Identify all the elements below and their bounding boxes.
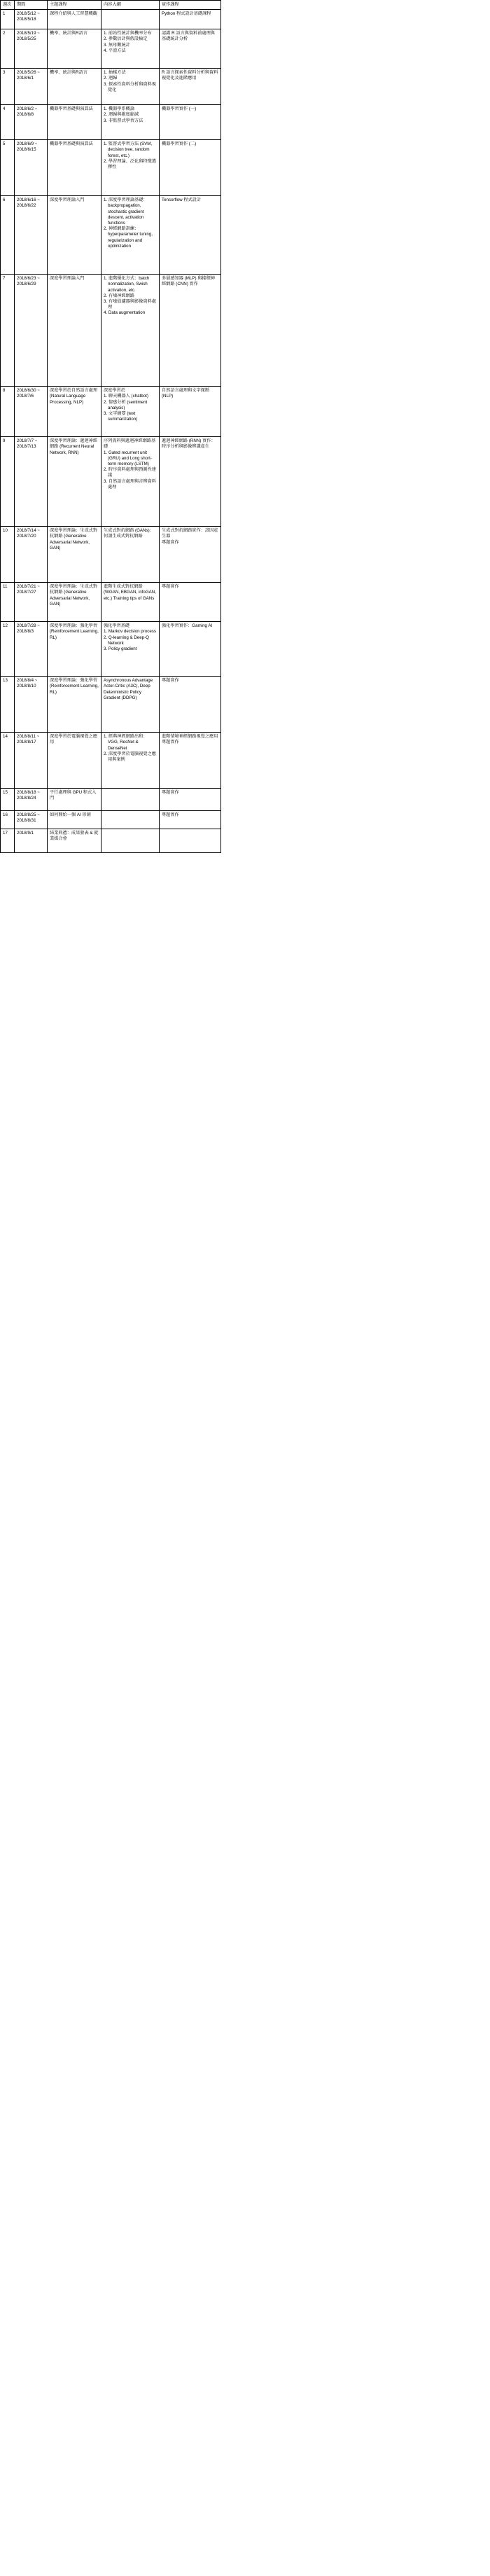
cell-date: 2018/6/16 ~ 2018/6/22 xyxy=(15,196,48,275)
cell-topic: 深度學習理論：生成式對抗網路 (Generative Adversarial Network, GAN) xyxy=(48,583,102,622)
cell-topic: 深度學習理論：生成式對抗網路 (Generative Adversarial Network, GAN) xyxy=(48,527,102,583)
outline-line: 2. Q-learning & Deep-Q Network xyxy=(104,635,149,646)
cell-topic: 課程介紹與人工智慧概觀 xyxy=(48,10,102,29)
table-row xyxy=(1,140,221,196)
outline-line: 2. 情感分析 (sentiment analysis) xyxy=(104,399,148,410)
cell-practice xyxy=(160,789,221,811)
cell-practice xyxy=(160,69,221,105)
cell-date: 2018/8/18 ~ 2018/8/24 xyxy=(15,789,48,811)
cell-date: 2018/5/19 ~ 2018/5/25 xyxy=(15,29,48,69)
cell-outline xyxy=(102,733,160,789)
outline-line: 1. 聊天機器人 (chatbot) xyxy=(104,394,148,399)
cell-date: 2018/9/1 xyxy=(15,829,48,853)
practice-line: 專題實作 xyxy=(162,678,179,684)
cell-date: 2018/6/23 ~ 2018/6/29 xyxy=(15,275,48,387)
cell-week: 7 xyxy=(1,275,15,387)
practice-line: 專題實作 xyxy=(162,790,179,796)
cell-topic: 深度學習理論：強化學習 (Reinforcement Learning, RL) xyxy=(48,677,102,733)
cell-date: 2018/5/12 ~ 2018/5/18 xyxy=(15,10,48,29)
cell-topic: 深度學習於自然語言處理 (Natural Language Processing, NLP) xyxy=(48,387,102,437)
outline-line: 3. 無母數統計 xyxy=(104,42,130,48)
cell-outline xyxy=(102,69,160,105)
cell-outline xyxy=(102,811,160,829)
outline-line: 1. 深度學習理論基礎：backpropagation, stochastic gradient descent, activation functions xyxy=(104,198,148,226)
table-row xyxy=(1,437,221,527)
outline-line: 2. 神經網路訓練：hyperparameter tuning, regularization and optimization xyxy=(104,226,153,249)
outline-line: Asynchronous Advantage Actor-Critic (A3C), Deep Deterministic Policy Gradient (DDPG) xyxy=(104,678,153,700)
cell-outline xyxy=(102,437,160,527)
cell-date: 2018/5/26 ~ 2018/6/1 xyxy=(15,69,48,105)
practice-line: Python 程式設計基礎課程 xyxy=(162,11,211,17)
cell-practice xyxy=(160,387,221,437)
cell-topic: 機器學習基礎與演算法 xyxy=(48,140,102,196)
cell-week: 2 xyxy=(1,29,15,69)
cell-practice xyxy=(160,140,221,196)
cell-topic: 深度學習理論入門 xyxy=(48,275,102,387)
column-header-outline: 內容大綱 xyxy=(102,1,160,10)
practice-line: 自然語言處理與文字探勘 (NLP) xyxy=(162,388,210,399)
practice-line: R 語言探索性資料分析與資料視覺化及進階應用 xyxy=(162,70,218,81)
cell-practice xyxy=(160,196,221,275)
outline-line: 強化學習基礎 xyxy=(104,623,130,629)
outline-line: 1. 機器學系概論 xyxy=(104,106,135,112)
outline-line: 1. 抽樣方法 xyxy=(104,70,126,76)
cell-outline xyxy=(102,622,160,677)
outline-line: 3. Policy gradient xyxy=(104,646,137,651)
practice-line: 專題實作 xyxy=(162,812,179,818)
outline-line: 2. 迴歸 xyxy=(104,76,118,81)
outline-line: 1. 監督式學習方法 (SVM, decision tree, random forest, etc.) xyxy=(104,141,153,158)
column-header-topic: 主題課程 xyxy=(48,1,102,10)
cell-practice xyxy=(160,622,221,677)
cell-outline xyxy=(102,677,160,733)
cell-practice xyxy=(160,29,221,69)
cell-date: 2018/7/21 ~ 2018/7/27 xyxy=(15,583,48,622)
cell-practice xyxy=(160,677,221,733)
outline-line: 1. 前站性統計與機率分布 xyxy=(104,31,152,36)
table-row xyxy=(1,811,221,829)
cell-week: 6 xyxy=(1,196,15,275)
table-row xyxy=(1,387,221,437)
cell-week: 13 xyxy=(1,677,15,733)
cell-week: 3 xyxy=(1,69,15,105)
practice-line: 機器學習實作 (二) xyxy=(162,141,197,147)
outline-line: 進階生成式對抗網路 (WGAN, EBGAN, infoGAN, etc.) Training tips of GANs xyxy=(104,584,156,601)
cell-practice xyxy=(160,275,221,387)
table-row xyxy=(1,69,221,105)
outline-line: 1. Gated recurrent unit (GRU) and Long short-term memory (LSTM) xyxy=(104,450,152,466)
table-row xyxy=(1,196,221,275)
cell-outline xyxy=(102,10,160,29)
outline-line: 1. 經典神經網路出和：VGG, ResNet & DenseNet xyxy=(104,734,148,751)
cell-week: 5 xyxy=(1,140,15,196)
cell-outline xyxy=(102,105,160,140)
outline-line: 4. Data augmentation xyxy=(104,310,146,316)
cell-outline xyxy=(102,527,160,583)
table-row xyxy=(1,733,221,789)
cell-topic: 結業典禮：成果發表 & 就業媒合會 xyxy=(48,829,102,853)
cell-date: 2018/8/11 ~ 2018/8/17 xyxy=(15,733,48,789)
table-row xyxy=(1,829,221,853)
practice-line: 遞迴神經網路 (RNN) 實作：時序分析與影像辨識產生 xyxy=(162,438,216,450)
cell-topic: 機器學習基礎與演算法 xyxy=(48,105,102,140)
cell-date: 2018/6/30 ~ 2018/7/6 xyxy=(15,387,48,437)
outline-line: 深度學習於 xyxy=(104,388,125,394)
practice-line: 多層感知器 (MLP) 與捲積神經網路 (CNN) 實作 xyxy=(162,276,215,287)
cell-practice xyxy=(160,10,221,29)
cell-practice xyxy=(160,583,221,622)
cell-outline xyxy=(102,140,160,196)
cell-topic: 平行處理與 GPU 程式入門 xyxy=(48,789,102,811)
cell-practice xyxy=(160,105,221,140)
cell-outline xyxy=(102,29,160,69)
outline-line: 3. 探索性資料分析與資料視覺化 xyxy=(104,81,156,92)
practice-line: 認識 R 語言與資料前處理與基礎統計分析 xyxy=(162,31,215,42)
cell-topic: 深度學習理論：遞迴神經網路 (Recurrent Neural Network, RNN) xyxy=(48,437,102,527)
cell-practice xyxy=(160,733,221,789)
cell-week: 11 xyxy=(1,583,15,622)
outline-line: 2. 學習理論、泛化與特徵選擇性 xyxy=(104,158,156,169)
outline-line: 3. 有噪值濾器與影像資料處理 xyxy=(104,298,156,310)
cell-topic: 深度學習於電腦視覺之應用 xyxy=(48,733,102,789)
outline-line: 2. 時序資料處理與預測性建議 xyxy=(104,467,156,478)
practice-line: 專題實作 xyxy=(162,539,179,545)
outline-line: 4. 平滑方法 xyxy=(104,48,126,53)
outline-line: 3. 非監督式學習方法 xyxy=(104,118,144,123)
cell-outline xyxy=(102,275,160,387)
cell-week: 8 xyxy=(1,387,15,437)
practice-line: Tensorflow 程式設計 xyxy=(162,198,202,203)
cell-topic: 深度學習理論入門 xyxy=(48,196,102,275)
cell-date: 2018/8/4 ~ 2018/8/10 xyxy=(15,677,48,733)
cell-date: 2018/7/28 ~ 2018/8/3 xyxy=(15,622,48,677)
outline-line: 3. 自然語言處理與音辨資料處理 xyxy=(104,478,156,490)
cell-practice xyxy=(160,829,221,853)
cell-topic: 深度學習理論：強化學習 (Reinforcement Learning, RL) xyxy=(48,622,102,677)
cell-topic: 機率、統計與R語言 xyxy=(48,69,102,105)
column-header-week: 週次 xyxy=(1,1,15,10)
cell-week: 17 xyxy=(1,829,15,853)
cell-date: 2018/8/25 ~ 2018/8/31 xyxy=(15,811,48,829)
cell-week: 12 xyxy=(1,622,15,677)
table-row xyxy=(1,677,221,733)
cell-topic: 機率、統計與R語言 xyxy=(48,29,102,69)
cell-date: 2018/6/2 ~ 2018/6/8 xyxy=(15,105,48,140)
cell-outline xyxy=(102,829,160,853)
outline-line: 2. 參數估計與假設檢定 xyxy=(104,36,148,42)
table-row xyxy=(1,29,221,69)
cell-outline xyxy=(102,196,160,275)
outline-line: 2. 迴歸與維度縮減 xyxy=(104,112,139,118)
table-row xyxy=(1,789,221,811)
cell-week: 15 xyxy=(1,789,15,811)
cell-week: 9 xyxy=(1,437,15,527)
outline-line: 1. 進階優化方式：batch normalization, Swish activation, etc. xyxy=(104,276,150,293)
table-row xyxy=(1,105,221,140)
course-schedule-table xyxy=(0,0,221,853)
outline-line: 2. 有噪神經網路 xyxy=(104,293,135,298)
practice-line: 進階情境神經網路視覺之應用 xyxy=(162,734,218,740)
table-row xyxy=(1,275,221,387)
cell-week: 14 xyxy=(1,733,15,789)
cell-week: 4 xyxy=(1,105,15,140)
cell-date: 2018/7/14 ~ 2018/7/20 xyxy=(15,527,48,583)
cell-outline xyxy=(102,583,160,622)
cell-practice xyxy=(160,437,221,527)
column-header-date: 期間 xyxy=(15,1,48,10)
cell-week: 1 xyxy=(1,10,15,29)
cell-week: 10 xyxy=(1,527,15,583)
table-row xyxy=(1,622,221,677)
outline-line: 3. 文字摘要 (text summarization) xyxy=(104,410,138,422)
practice-line: 專題實作 xyxy=(162,584,179,590)
cell-date: 2018/7/7 ~ 2018/7/13 xyxy=(15,437,48,527)
cell-outline xyxy=(102,789,160,811)
outline-line: 生成式對抗網路 (GANs)：何謂生成式對抗網路 xyxy=(104,528,154,539)
practice-line: 專題實作 xyxy=(162,740,179,745)
outline-line: 2. 深度學習於電腦視覺之應用與案例 xyxy=(104,751,156,762)
table-row xyxy=(1,583,221,622)
cell-week: 16 xyxy=(1,811,15,829)
table-header-row xyxy=(1,1,221,10)
table-row xyxy=(1,527,221,583)
cell-topic: 如何開始一個 AI 形創 xyxy=(48,811,102,829)
cell-practice xyxy=(160,527,221,583)
practice-line: 機器學習實作 (一) xyxy=(162,106,197,112)
outline-line: 1. Markov decision process xyxy=(104,629,156,635)
outline-line: 序列資料與遞迴神經網路基礎 xyxy=(104,438,156,450)
cell-practice xyxy=(160,811,221,829)
practice-line: 強化學習實作：Gaming AI xyxy=(162,623,213,629)
table-row xyxy=(1,10,221,29)
practice-line: 生成式對抗網路實作：該因產生器 xyxy=(162,528,218,539)
cell-outline xyxy=(102,387,160,437)
cell-date: 2018/6/9 ~ 2018/6/15 xyxy=(15,140,48,196)
column-header-practice: 實作課程 xyxy=(160,1,221,10)
